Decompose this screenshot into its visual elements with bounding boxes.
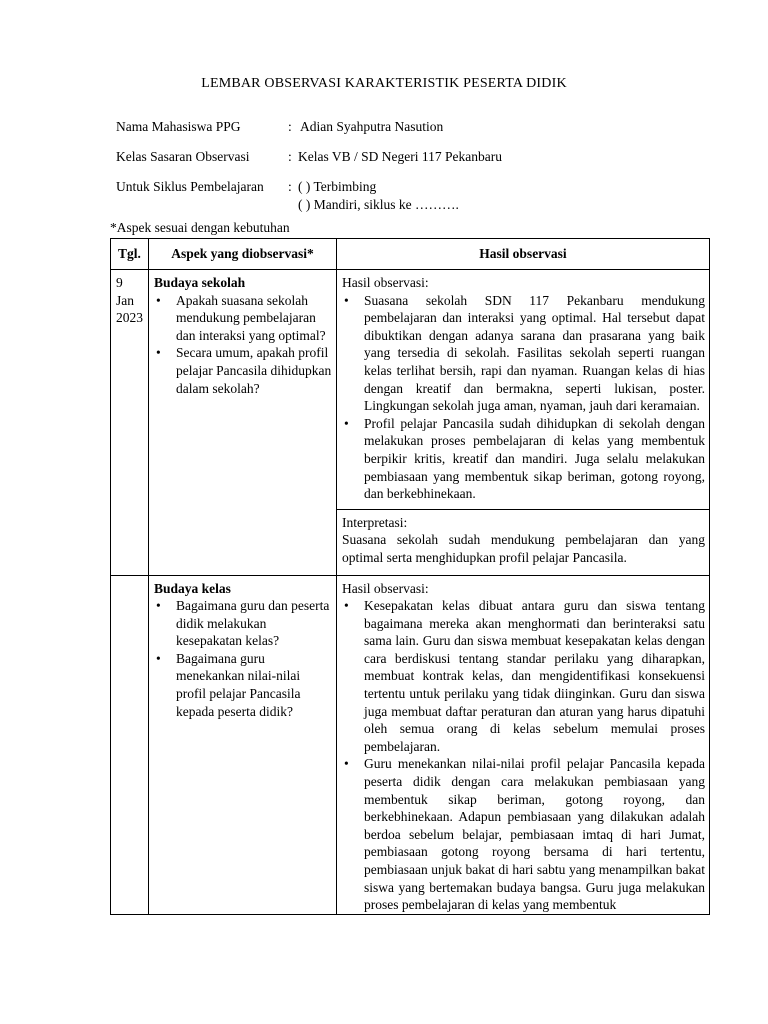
hasil-label: Hasil observasi: xyxy=(342,580,429,596)
hasil-cell xyxy=(337,575,710,914)
aspect-title: Budaya sekolah xyxy=(154,275,246,290)
aspect-question: • Secara umum, apakah profil pelajar Pancasila dihidupkan dalam sekolah? xyxy=(154,344,332,397)
aspect-question-list xyxy=(154,292,332,398)
siklus-option-mandiri: ( ) Mandiri, siklus ke ………. xyxy=(298,197,459,212)
hasil-cell xyxy=(337,270,710,510)
hasil-item: • Profil pelajar Pancasila sudah dihidupkan di sekolah dengan melakukan proses pembelajaran di kelas yang membentuk berpikir kritis, kreatif dan mandiri. Juga selalu melakukan pembiasaan yang membentuk sikap beriman, gotong royong, dan berkebhinekaan. xyxy=(342,415,705,503)
aspect-question: • Bagaimana guru menekankan nilai-nilai profil pelajar Pancasila kepada peserta didik? xyxy=(154,650,332,720)
hasil-item: • Suasana sekolah SDN 117 Pekanbaru mendukung pembelajaran dan interaksi yang optimal. Hal tersebut dapat dibuktikan dengan adanya sarana dan prasarana yang baik yang tersedia di sekolah. Fasilitas sekolah seperti ruangan kelas terlihat bersih, rapi dan nyaman. Ruangan kelas di hias dengan kreatif dan bermakna, seperti lukisan, poster. Lingkungan sekolah juga aman, nyaman, jauh dari keramaian. xyxy=(342,292,705,415)
kelas-value: Kelas VB / SD Negeri 117 Pekanbaru xyxy=(298,149,502,164)
header-tgl: Tgl. xyxy=(111,239,149,270)
nama-value: Adian Syahputra Nasution xyxy=(300,119,444,134)
hasil-list xyxy=(342,292,705,503)
siklus-colon: : xyxy=(288,179,292,194)
aspect-title: Budaya kelas xyxy=(154,580,231,596)
interpretasi-label: Interpretasi: xyxy=(342,514,408,530)
hasil-item: • Kesepakatan kelas dibuat antara guru dan siswa tentang bagaimana mereka akan menghormati dan berinteraksi satu sama lain. Guru dan siswa membuat kesepakatan kelas dengan cara berdiskusi tentang standar perilaku yang diharapkan, membuat kontrak kelas, dan mengidentifikasi konsekuensi tertentu untuk perilaku yang tidak diinginkan. Guru dan siswa juga membuat daftar peraturan dan aturan yang harus dipatuhi oleh semua orang di kelas sebelum memulai proses pembelajaran. xyxy=(342,597,705,755)
aspect-question-list xyxy=(154,597,332,720)
kelas-label: Kelas Sasaran Observasi xyxy=(116,149,250,164)
nama-label: Nama Mahasiswa PPG xyxy=(116,119,241,134)
siklus-label: Untuk Siklus Pembelajaran xyxy=(116,179,264,194)
nama-colon: : xyxy=(288,119,292,134)
interpretasi-cell xyxy=(337,509,710,575)
kelas-colon: : xyxy=(288,149,292,164)
aspect-question: • Apakah suasana sekolah mendukung pembelajaran dan interaksi yang optimal? xyxy=(154,292,332,345)
interpretasi-text: Suasana sekolah sudah mendukung pembelajaran dan yang optimal serta menghidupkan profil pelajar Pancasila. xyxy=(342,532,705,565)
date-cell xyxy=(111,575,149,914)
hasil-label: Hasil observasi: xyxy=(342,275,429,290)
siklus-option-terbimbing: ( ) Terbimbing xyxy=(298,179,377,194)
aspect-question: • Bagaimana guru dan peserta didik melakukan kesepakatan kelas? xyxy=(154,597,332,650)
aspect-note: *Aspek sesuai dengan kebutuhan xyxy=(110,220,290,235)
document-title: LEMBAR OBSERVASI KARAKTERISTIK PESERTA DIDIK xyxy=(201,76,567,91)
date-cell: 9 Jan 2023 xyxy=(111,270,149,576)
header-hasil: Hasil observasi xyxy=(337,239,710,270)
observation-table xyxy=(110,238,710,915)
header-aspek: Aspek yang diobservasi* xyxy=(149,239,337,270)
aspect-cell xyxy=(149,270,337,576)
hasil-list xyxy=(342,597,705,914)
hasil-item: • Guru menekankan nilai-nilai profil pelajar Pancasila kepada peserta didik dengan cara melakukan pembiasaan yang membentuk sikap beriman, gotong royong, dan berkebhinekaan. Adapun pembiasaan yang dilakukan adalah berdoa sebelum belajar, pembiasaan imtaq di hari Jumat, pembiasaan gotong royong bersama di hari tertentu, pembiasaan unjuk bakat di hari sabtu yang menampilkan bakat siswa yang bertemakan budaya bangsa. Guru juga melakukan proses pembelajaran di kelas yang membentuk xyxy=(342,755,705,913)
aspect-cell xyxy=(149,575,337,914)
table-header-row xyxy=(111,239,710,270)
table-row xyxy=(111,575,710,914)
table-row xyxy=(111,270,710,510)
